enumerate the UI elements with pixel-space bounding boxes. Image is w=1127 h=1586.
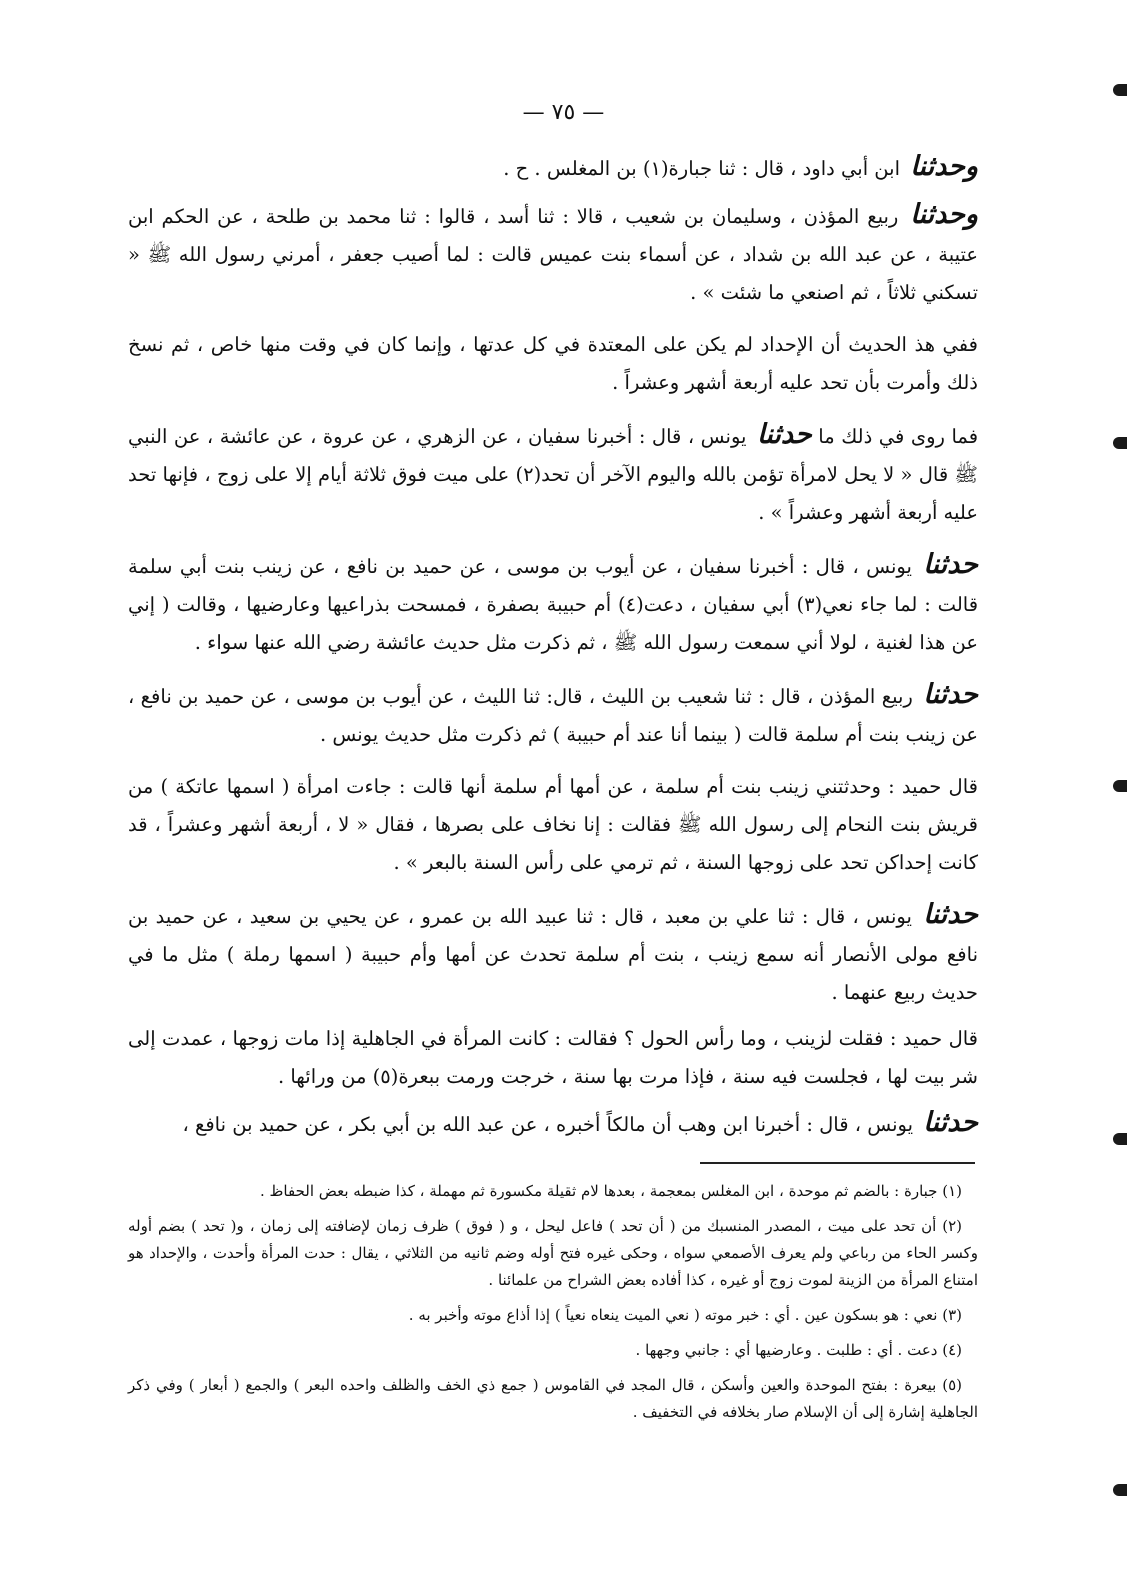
edge-mark <box>1113 1484 1127 1496</box>
footnotes <box>128 1178 978 1434</box>
paragraph-1 <box>128 148 978 188</box>
paragraph-2 <box>128 196 978 312</box>
paragraph-text: ربيع المؤذن ، قال : ثنا شعيب بن الليث ، قال: ثنا الليث ، عن أيوب بن موسى ، عن حميد بن نافع ، عن زينب بنت أم سلمة قالت ( بينما أنا عند أم حبيبة ) ثم ذكرت مثل حديث يونس . <box>128 685 978 746</box>
paragraph-text: قال حميد : وحدثتني زينب بنت أم سلمة ، عن أمها أم سلمة أنها قالت : جاءت امرأة ( اسمها عاتكة ) من قريش بنت النحام إلى رسول الله ﷺ فقالت : إنا نخاف على بصرها ، فقال « لا ، أربعة أشهر وعشراً ، قد كانت إحداكن تحد على زوجها السنة ، ثم ترمي على رأس السنة بالبعر » . <box>128 775 978 874</box>
paragraph-9 <box>128 1020 978 1096</box>
paragraph-text: ابن أبي داود ، قال : ثنا جبارة(١) بن المغلس . ح . <box>503 157 900 180</box>
paragraph-8 <box>128 896 978 1012</box>
footnote-3: (٣) نعي : هو بسكون عين . أي : خبر موته ( نعي الميت ينعاه نعياً ) إذا أذاع موته وأخبر به . <box>408 1306 962 1324</box>
isnad-word: حدثنا <box>923 899 978 930</box>
main-text <box>128 148 978 1152</box>
isnad-word: حدثنا <box>923 679 978 710</box>
isnad-word: وحدثنا <box>910 151 978 182</box>
edge-mark <box>1113 437 1127 449</box>
footnote-4: (٤) دعت . أي : طلبت . وعارضيها أي : جانبي وجهها . <box>635 1341 962 1359</box>
paragraph-text: ففي هذ الحديث أن الإحداد لم يكن على المعتدة في كل عدتها ، وإنما كان في وقت منها خاص ، ثم نسخ ذلك وأمرت بأن تحد عليه أربعة أشهر وعشراً . <box>128 333 978 394</box>
isnad-word: حدثنا <box>923 549 979 580</box>
paragraph-text: يونس ، قال : أخبرنا سفيان ، عن أيوب بن موسى ، عن حميد بن نافع ، عن زينب بنت أبي سلمة قالت : لما جاء نعي(٣) أبي سفيان ، دعت(٤) أم حبيبة بصفرة ، فمسحت بذراعيها وعارضيها ، وقالت ( إني عن هذا لغنية ، لولا أني سمعت رسول الله ﷺ ، ثم ذكرت مثل حديث عائشة رضي الله عنها سواء . <box>128 555 979 654</box>
footnote-1: (١) جبارة : بالضم ثم موحدة ، ابن المغلس بمعجمة ، بعدها لام ثقيلة مكسورة ثم مهملة ، كذا ضبطه بعض الحفاظ . <box>260 1182 962 1200</box>
paragraph-6 <box>128 676 978 754</box>
footnote-divider <box>700 1162 975 1164</box>
paragraph-text: يونس ، قال : ثنا علي بن معبد ، قال : ثنا عبيد الله بن عمرو ، عن يحيي بن سعيد ، عن حميد بن نافع مولى الأنصار أنه سمع زينب ، بنت أم سلمة تحدث عن أمها وأم حبيبة ( اسمها رملة ) مثل ما في حديث ربيع عنهما . <box>128 905 978 1004</box>
paragraph-text: ربيع المؤذن ، وسليمان بن شعيب ، قالا : ثنا أسد ، قالوا : ثنا محمد بن طلحة ، عن الحكم ابن عتيبة ، عن عبد الله بن شداد ، عن أسماء بنت عميس قالت : لما أصيب جعفر ، أمرني رسول الله ﷺ « تسكني ثلاثاً ، ثم اصنعي ما شئت » . <box>128 205 978 304</box>
paragraph-4 <box>128 416 978 532</box>
isnad-word: وحدثنا <box>910 199 979 230</box>
isnad-word: حدثنا <box>923 1107 978 1138</box>
edge-mark <box>1113 1133 1127 1145</box>
paragraph-3 <box>128 326 978 402</box>
footnote-5: (٥) بيعرة : بفتح الموحدة والعين وأسكن ، قال المجد في القاموس ( جمع ذي الخف والظلف واحده البعر ) والجمع ( أبعار ) وفي ذكر الجاهلية إشارة إلى أن الإسلام صار بخلافه في التخفيف . <box>128 1376 978 1421</box>
paragraph-5 <box>128 546 978 662</box>
paragraph-7 <box>128 768 978 882</box>
paragraph-lead: فما روى في ذلك ما <box>818 425 979 448</box>
isnad-word: حدثنا <box>757 419 812 450</box>
edge-mark <box>1113 84 1127 96</box>
paragraph-text: يونس ، قال : أخبرنا ابن وهب أن مالكاً أخبره ، عن عبد الله بن أبي بكر ، عن حميد بن نافع ، <box>182 1113 914 1136</box>
paragraph-10 <box>128 1104 978 1144</box>
edge-mark <box>1113 780 1127 792</box>
footnote-2: (٢) أن تحد على ميت ، المصدر المنسبك من ( أن تحد ) فاعل ليحل ، و ( فوق ) ظرف زمان لإضافته إلى زمان ، و( تحد ) بضم أوله وكسر الحاء من رباعي ولم يعرف الأصمعي سواه ، وحكى غيره فتح أوله وضم ثانيه من الثلاثي ، يقال : حدت المرأة وأحدت ، والإحداد هو امتناع المرأة من الزينة لموت زوج أو غيره ، كذا أفاده بعض الشراح من علمائنا . <box>128 1217 978 1289</box>
page-number: — ٧٥ — <box>522 100 605 125</box>
paragraph-text: قال حميد : فقلت لزينب ، وما رأس الحول ؟ فقالت : كانت المرأة في الجاهلية إذا مات زوجها ، عمدت إلى شر بيت لها ، فجلست فيه سنة ، فإذا مرت بها سنة ، خرجت ورمت ببعرة(٥) من ورائها . <box>128 1027 978 1088</box>
paragraph-text: يونس ، قال : أخبرنا سفيان ، عن الزهري ، عن عروة ، عن عائشة ، عن النبي ﷺ قال « لا يحل لامرأة تؤمن بالله واليوم الآخر أن تحد(٢) على ميت فوق ثلاثة أيام إلا على زوج ، فإنها تحد عليه أربعة أشهر وعشراً » . <box>128 425 978 524</box>
